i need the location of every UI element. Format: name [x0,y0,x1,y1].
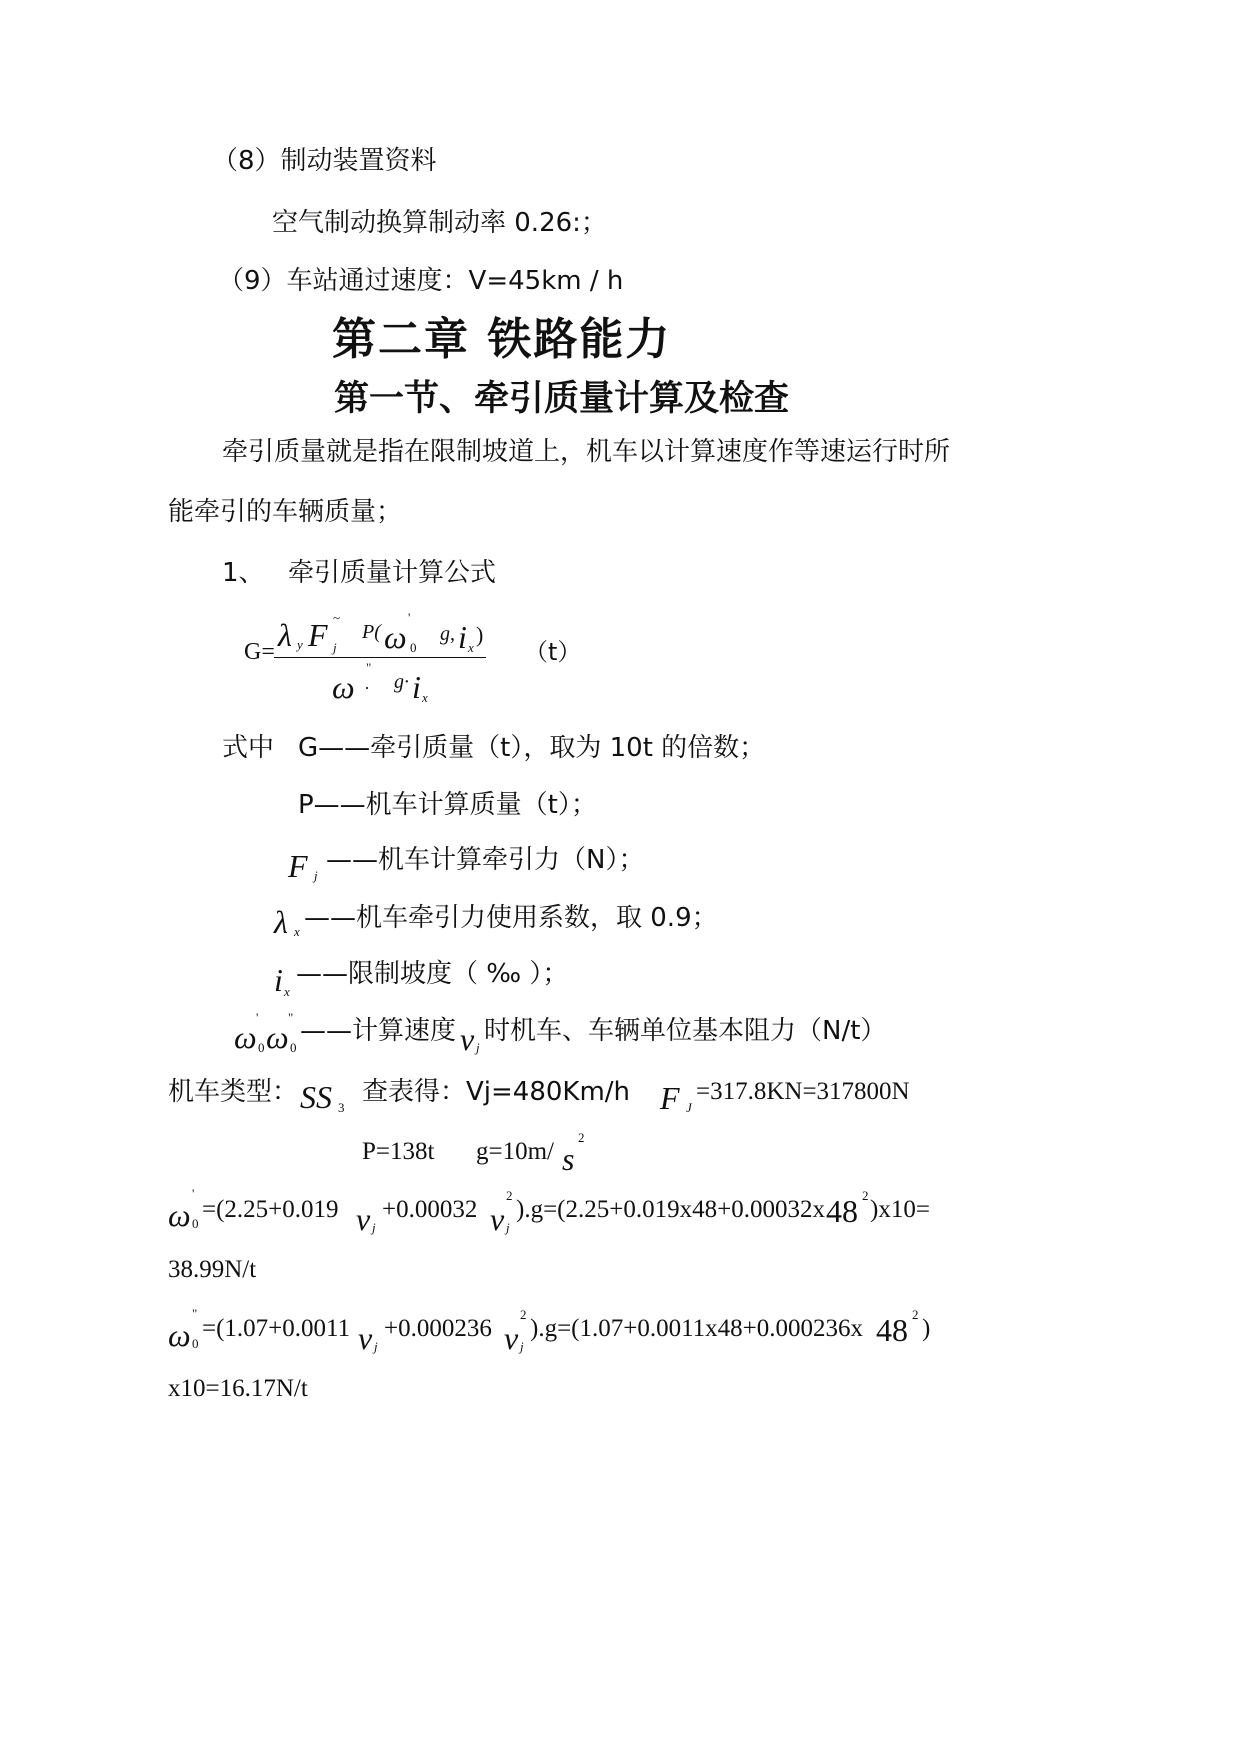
omega2-symbol: ω [168,1317,191,1353]
i-symbol: i [458,619,467,655]
omega1-part-a: =(2.25+0.019 [202,1196,339,1223]
brake-heading: （8）制动装置资料 [212,146,437,176]
dprime-mark: " [366,660,372,675]
omega2-result: x10=16.17N/t [168,1375,308,1402]
omega1-symbol: ω [168,1197,191,1233]
loco-P: P=138t [362,1138,435,1165]
definition-G: G——牵引质量（t），取为 10t 的倍数； [298,733,766,763]
loco-lookup: 查表得：Vj=480Km/h [362,1077,631,1107]
lambda-symbol: λ [278,617,292,653]
omega1-sub-0: 0 [192,1216,199,1231]
F-symbol-def: F [288,848,308,884]
omega1-big48-sup: 2 [862,1188,869,1203]
SS-symbol: SS [300,1079,332,1115]
tilde-mark: ~ [333,610,341,625]
sub-0-dot: · [364,678,370,698]
definition-i: ——限制坡度（ ‰ ）； [296,959,569,989]
where-label: 式中 [222,733,275,763]
lambda-symbol-def: λ [274,904,288,940]
brake-text: 空气制动换算制动率 0.26:； [272,208,607,238]
s-sup-2: 2 [578,1130,585,1145]
F-symbol-loco: F [660,1080,680,1116]
omega2-big48-sup: 2 [912,1307,919,1322]
sub-x: x [468,640,474,655]
sub-0-def-a: 0 [258,1040,265,1055]
sub-x-denominator: x [422,690,428,705]
prime-def: ' [256,1010,259,1025]
omega1-v2-sup: 2 [506,1188,513,1203]
omega1-part-d: )x10= [870,1196,930,1223]
i-symbol-def: i [274,962,283,998]
omega2-dprime: " [192,1306,198,1321]
omega-double-prime: ω [332,669,355,705]
v-sub-j-def: j [476,1040,480,1055]
omega1-part-c: ).g=(2.25+0.019x48+0.00032x [516,1196,825,1223]
v-symbol-def: v [460,1021,475,1057]
omega2-part-a: =(1.07+0.0011 [202,1315,351,1342]
intro-paragraph-line1: 牵引质量就是指在限制坡道上，机车以计算速度作等速运行时所 [222,437,951,467]
i-symbol-denominator: i [412,669,421,705]
chapter-title: 第二章 铁路能力 [332,314,672,365]
omega1-result: 38.99N/t [168,1256,257,1283]
F-sub-J-loco: J [686,1100,692,1115]
F-symbol: F [308,617,328,653]
omega1-big48: 48 [826,1193,858,1229]
omega-prime-def: ω [234,1019,257,1055]
SS-sub-3: 3 [338,1100,345,1115]
omega1-v-sub-j: j [372,1220,376,1235]
section-title: 第一节、牵引质量计算及检查 [334,379,790,419]
i-sub-x-def: x [284,984,290,999]
omega1-v2: v [490,1201,505,1237]
omega-dprime-def: ω [266,1019,289,1055]
formula-heading: 牵引质量计算公式 [288,558,497,588]
omega1-v: v [356,1201,371,1237]
station-speed: （9）车站通过速度：V=45km / h [218,266,624,296]
P-paren: P( [362,621,381,643]
definition-omega-b: 时机车、车辆单位基本阻力（N/t） [484,1016,887,1046]
loco-F-value: =317.8KN=317800N [696,1078,910,1105]
sub-0-def-b: 0 [290,1040,297,1055]
F-sub-j-def: j [314,868,318,883]
definition-F: ——机车计算牵引力（N）； [326,845,645,875]
omega2-part-c: ).g=(1.07+0.0011x48+0.000236x [530,1315,864,1342]
omega2-v-sub-j: j [374,1339,378,1354]
omega2-v2-sup: 2 [520,1307,527,1322]
definition-omega-a: ——计算速度 [300,1016,457,1046]
definition-lambda: ——机车牵引力使用系数，取 0.9； [304,903,718,933]
formula-number: 1、 [222,558,265,588]
omega1-part-b: +0.00032 [382,1196,478,1223]
omega2-v2: v [504,1320,519,1356]
g-comma: g, [440,623,455,645]
omega1-v2-sub: j [506,1220,510,1235]
formula-prefix: G= [244,639,275,665]
g-dot: g· [394,671,409,693]
lambda-sub-x-def: x [294,924,300,939]
prime-mark: ' [408,610,411,625]
intro-paragraph-line2: 能牵引的车辆质量； [168,497,403,527]
s-symbol: s [562,1141,575,1177]
fraction-bar [274,657,486,658]
omega2-part-b: +0.000236 [384,1315,492,1342]
omega2-v2-sub: j [520,1339,524,1354]
omega-prime: ω [384,619,407,655]
loco-g: g=10m/ [476,1138,554,1165]
close-paren: ) [476,622,484,647]
loco-label: 机车类型： [168,1077,299,1107]
omega2-big48: 48 [876,1312,908,1348]
omega2-v: v [358,1320,373,1356]
formula-unit: （t） [524,638,582,666]
dprime-def: " [288,1010,294,1025]
omega2-sub-0: 0 [192,1336,199,1351]
definition-P: P——机车计算质量（t）； [298,790,597,820]
sub-0: 0 [410,640,417,655]
omega1-prime: ' [192,1186,195,1201]
sub-j: j [333,640,337,655]
omega2-part-d: ) [922,1315,931,1342]
sub-y: y [297,637,303,652]
